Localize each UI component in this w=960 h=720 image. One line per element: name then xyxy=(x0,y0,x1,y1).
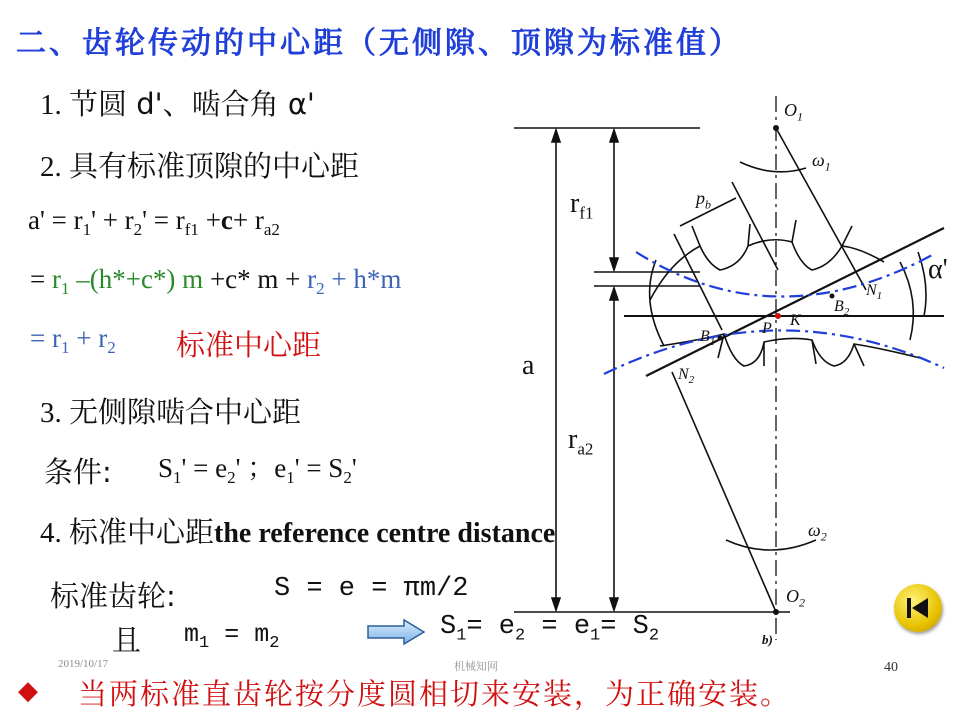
label-b: b) xyxy=(762,632,773,647)
equation-3: = $r_1 + r_2$ xyxy=(30,323,116,357)
standard-gear-formula: S = e = πm/2 xyxy=(274,574,469,604)
equation-1: $a' = r_1' + r_2' = r_{f1} +c+ r_{a2}$ xyxy=(28,205,280,239)
conclusion-text: 当两标准直齿轮按分度圆相切来安装，为正确安装。 xyxy=(78,677,792,711)
label-omega1: $\omega_1$ xyxy=(812,150,831,174)
label-ra2: $r_{a2}$ xyxy=(568,424,594,459)
item-2: 2. 具有标准顶隙的中心距 xyxy=(40,149,360,183)
equation-2: = $r_1$ –(h*+c*) m +c* $m + r_2 + h*m$ xyxy=(30,264,402,298)
result-formula: $S_1= e_2 = e_1= S_2$ xyxy=(440,612,660,646)
page-number: 40 xyxy=(884,660,898,675)
item-2-text: 具有标准顶隙的中心距 xyxy=(69,149,360,183)
skip-back-icon xyxy=(894,584,942,632)
label-N1: $N_1$ xyxy=(866,282,883,303)
label-B1: $B_1$ xyxy=(700,328,716,349)
item-1: 1. 节圆 d'、啮合角 α' xyxy=(40,87,315,121)
condition-formula: $S_1' = e_2'$ ；$e_1' = S_2'$ xyxy=(158,453,357,487)
footer-watermark: 机械知网 xyxy=(454,660,498,673)
label-N2: $N_2$ xyxy=(678,366,695,387)
label-K: K xyxy=(790,312,801,329)
label-O1: $O_1$ xyxy=(784,100,803,124)
item-1-text: 节圆 d'、啮合角 α' xyxy=(69,87,315,121)
slide-title: 二、齿轮传动的中心距（无侧隙、顶隙为标准值） xyxy=(16,26,742,61)
label-O2: $O_2$ xyxy=(786,586,805,610)
condition-label: 条件: xyxy=(44,455,112,489)
footer-date: 2019/10/17 xyxy=(58,658,109,670)
standard-centre-distance-label: 标准中心距 xyxy=(176,328,322,362)
module-equality: $m_1 = m_2$ xyxy=(184,620,280,653)
label-P: P xyxy=(762,320,772,337)
item-4: 4. 标准中心距the reference centre distance xyxy=(40,515,556,549)
item-4-english: the reference centre distance xyxy=(214,518,556,549)
label-B2: $B_2$ xyxy=(834,298,850,319)
item-3: 3. 无侧隙啮合中心距 xyxy=(40,395,302,429)
standard-gear-label: 标准齿轮: xyxy=(50,579,176,613)
label-omega2: $\omega_2$ xyxy=(808,520,827,544)
label-a: a xyxy=(522,350,535,381)
and-label: 且 xyxy=(112,623,142,657)
label-pb: $p_b$ xyxy=(696,188,711,212)
item-3-text: 无侧隙啮合中心距 xyxy=(69,395,302,429)
label-rf1: $r_{f1}$ xyxy=(570,188,594,223)
diamond-bullet-icon: ◆ xyxy=(18,676,38,706)
previous-slide-button[interactable] xyxy=(894,584,942,632)
label-alpha: α' xyxy=(928,254,948,285)
